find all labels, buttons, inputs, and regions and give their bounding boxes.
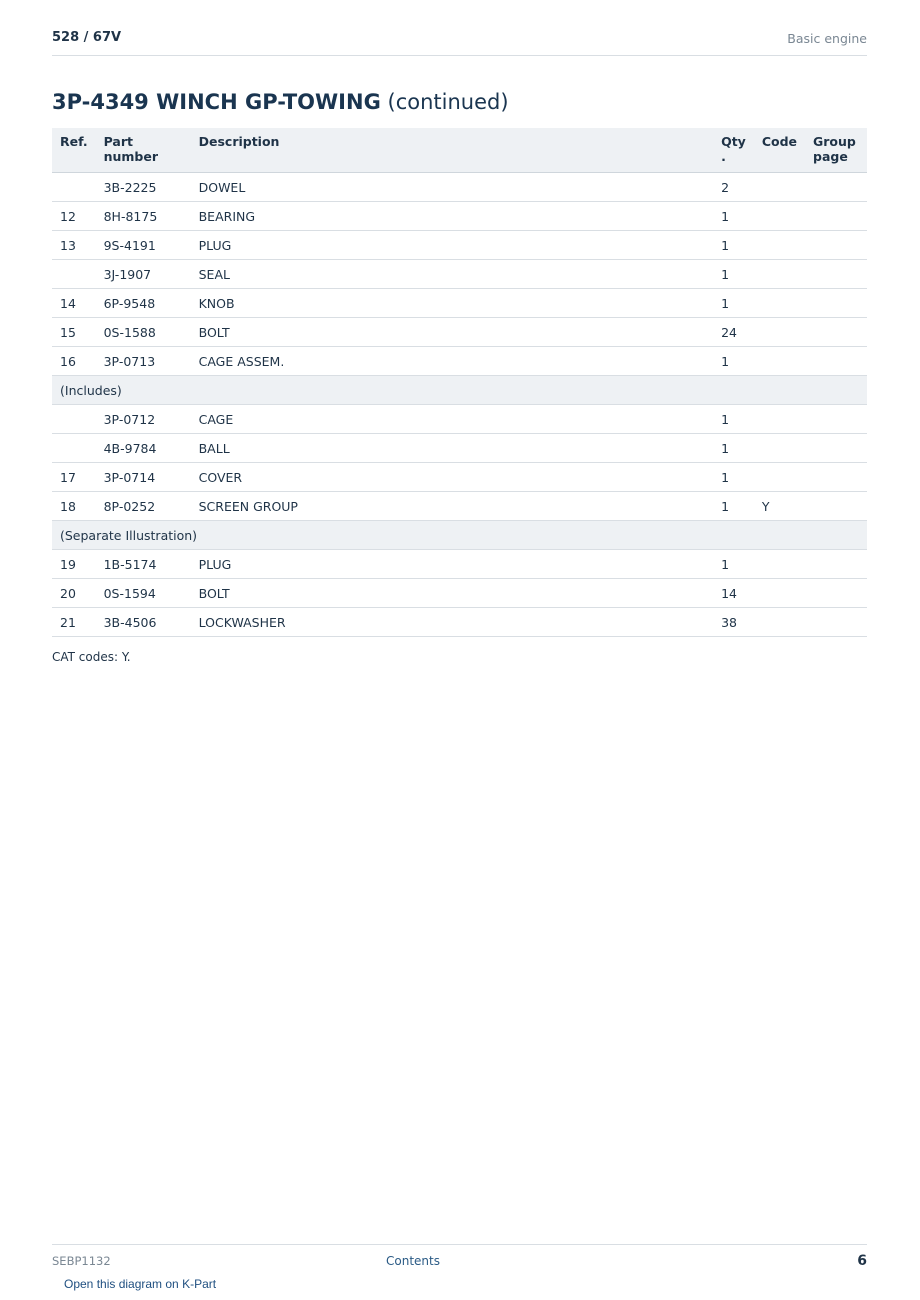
cell-part-number: 3P-0712: [96, 405, 191, 434]
table-row: [52, 492, 867, 521]
group-note: (Separate Illustration): [52, 521, 867, 550]
cell-qty: 1: [713, 260, 754, 289]
cell-description: PLUG: [191, 550, 713, 579]
table-row: [52, 289, 867, 318]
cell-group-page: [805, 463, 867, 492]
cell-code: [754, 463, 805, 492]
cell-code: [754, 173, 805, 202]
table-row: [52, 405, 867, 434]
table-row: [52, 202, 867, 231]
table-row: [52, 173, 867, 202]
cell-part-number: 3B-2225: [96, 173, 191, 202]
cell-ref: 20: [52, 579, 96, 608]
cell-code: [754, 579, 805, 608]
cell-part-number: 9S-4191: [96, 231, 191, 260]
cell-code: [754, 434, 805, 463]
group-note: (Includes): [52, 376, 867, 405]
col-header-code: Code: [754, 128, 805, 173]
table-row: [52, 608, 867, 637]
table-row: [52, 231, 867, 260]
cell-code: [754, 202, 805, 231]
page-number: 6: [857, 1253, 867, 1269]
col-header-group-page: Group page: [805, 128, 867, 173]
cell-part-number: 3P-0713: [96, 347, 191, 376]
cell-part-number: 0S-1594: [96, 579, 191, 608]
cell-qty: 1: [713, 289, 754, 318]
cell-qty: 1: [713, 492, 754, 521]
cell-qty: 1: [713, 202, 754, 231]
cell-group-page: [805, 434, 867, 463]
table-row: [52, 434, 867, 463]
cell-code: [754, 405, 805, 434]
contents-link[interactable]: Contents: [386, 1254, 440, 1268]
cell-code: [754, 260, 805, 289]
cell-description: CAGE: [191, 405, 713, 434]
cell-description: SEAL: [191, 260, 713, 289]
cell-part-number: 3B-4506: [96, 608, 191, 637]
cell-group-page: [805, 202, 867, 231]
cell-part-number: 8P-0252: [96, 492, 191, 521]
cell-part-number: 6P-9548: [96, 289, 191, 318]
cell-group-page: [805, 260, 867, 289]
cell-qty: 1: [713, 463, 754, 492]
cell-qty: 2: [713, 173, 754, 202]
cell-part-number: 3J-1907: [96, 260, 191, 289]
cell-part-number: 3P-0714: [96, 463, 191, 492]
table-row: [52, 463, 867, 492]
cell-ref: 13: [52, 231, 96, 260]
cell-ref: 12: [52, 202, 96, 231]
cell-qty: 1: [713, 231, 754, 260]
section-name: Basic engine: [787, 31, 867, 46]
cell-part-number: 0S-1588: [96, 318, 191, 347]
cell-ref: 17: [52, 463, 96, 492]
title-main: 3P-4349 WINCH GP-TOWING: [52, 90, 381, 114]
parts-table-body: [52, 173, 867, 637]
cell-group-page: [805, 289, 867, 318]
cell-qty: 1: [713, 434, 754, 463]
cell-code: [754, 608, 805, 637]
col-header-ref: Ref.: [52, 128, 96, 173]
cell-part-number: 4B-9784: [96, 434, 191, 463]
cell-group-page: [805, 550, 867, 579]
cell-ref: 18: [52, 492, 96, 521]
cell-description: LOCKWASHER: [191, 608, 713, 637]
cell-group-page: [805, 347, 867, 376]
table-row: [52, 318, 867, 347]
col-header-description: Description: [191, 128, 713, 173]
cell-ref: [52, 173, 96, 202]
cell-description: COVER: [191, 463, 713, 492]
cell-ref: 19: [52, 550, 96, 579]
cell-code: [754, 347, 805, 376]
cell-description: SCREEN GROUP: [191, 492, 713, 521]
page-reference: 528 / 67V: [52, 30, 122, 45]
col-header-qty: Qty .: [713, 128, 754, 173]
cell-description: BALL: [191, 434, 713, 463]
cell-description: BOLT: [191, 579, 713, 608]
cell-group-page: [805, 579, 867, 608]
cell-ref: [52, 405, 96, 434]
title-suffix: (continued): [387, 90, 509, 114]
cell-qty: 38: [713, 608, 754, 637]
cell-qty: 14: [713, 579, 754, 608]
cell-description: KNOB: [191, 289, 713, 318]
cell-group-page: [805, 492, 867, 521]
cell-group-page: [805, 231, 867, 260]
cell-ref: 16: [52, 347, 96, 376]
table-row: [52, 550, 867, 579]
cell-group-page: [805, 173, 867, 202]
cell-code: [754, 550, 805, 579]
table-header-row: [52, 128, 867, 173]
cell-ref: [52, 260, 96, 289]
page-footer: [52, 1244, 867, 1269]
cell-part-number: 1B-5174: [96, 550, 191, 579]
cell-description: BOLT: [191, 318, 713, 347]
cell-description: DOWEL: [191, 173, 713, 202]
cell-description: BEARING: [191, 202, 713, 231]
table-row: [52, 347, 867, 376]
cell-code: [754, 318, 805, 347]
cell-ref: [52, 434, 96, 463]
cell-ref: 15: [52, 318, 96, 347]
page-title: [52, 90, 509, 114]
cell-group-page: [805, 405, 867, 434]
cell-group-page: [805, 608, 867, 637]
kpart-diagram-link[interactable]: Open this diagram on K-Part: [64, 1277, 217, 1291]
page-header: [52, 28, 867, 56]
cell-qty: 1: [713, 405, 754, 434]
cell-ref: 14: [52, 289, 96, 318]
document-id: SEBP1132: [52, 1254, 111, 1268]
cell-qty: 1: [713, 347, 754, 376]
cell-qty: 1: [713, 550, 754, 579]
cell-code: [754, 289, 805, 318]
table-row: [52, 579, 867, 608]
table-group-note-row: [52, 376, 867, 405]
cell-group-page: [805, 318, 867, 347]
cell-code: [754, 231, 805, 260]
cell-code: Y: [754, 492, 805, 521]
cat-codes-note: CAT codes: Y.: [52, 650, 131, 664]
table-row: [52, 260, 867, 289]
col-header-part-number: Part number: [96, 128, 191, 173]
cell-ref: 21: [52, 608, 96, 637]
parts-table: [52, 128, 867, 637]
cell-description: CAGE ASSEM.: [191, 347, 713, 376]
cell-part-number: 8H-8175: [96, 202, 191, 231]
table-group-note-row: [52, 521, 867, 550]
cell-description: PLUG: [191, 231, 713, 260]
cell-qty: 24: [713, 318, 754, 347]
